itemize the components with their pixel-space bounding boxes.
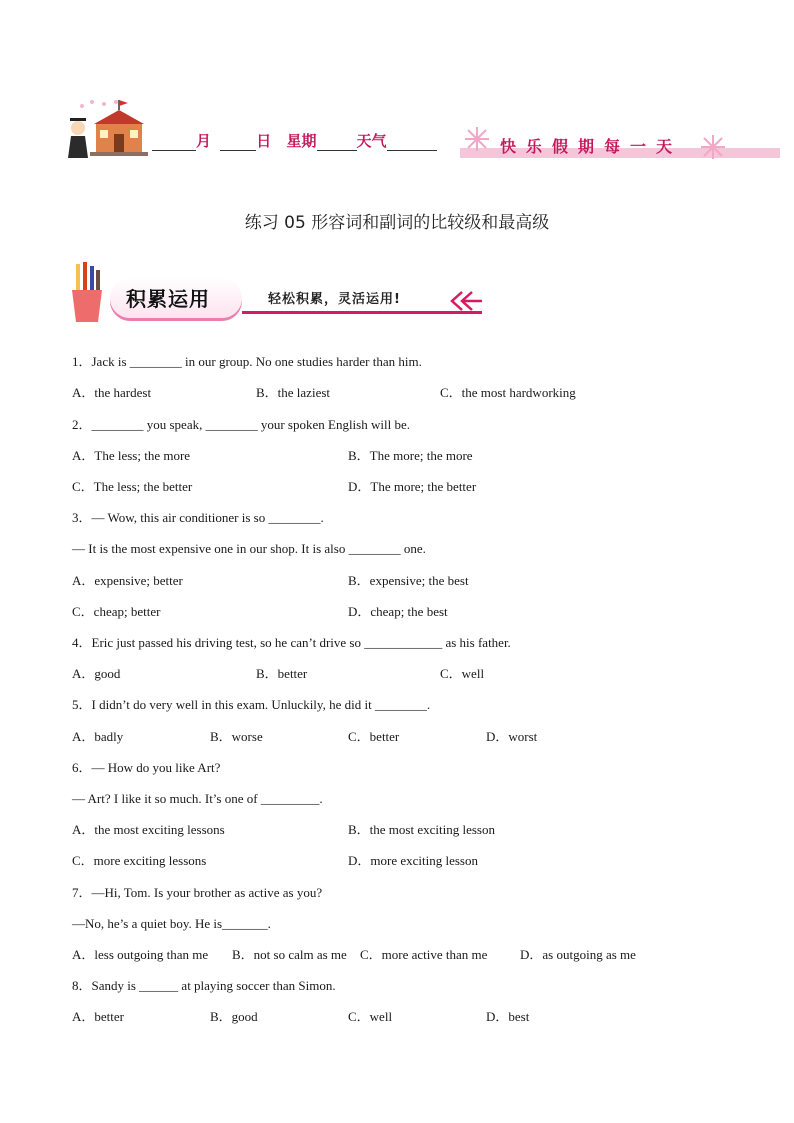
q3-option-c: C．cheap; better [72,604,161,619]
page-title: 练习 05 形容词和副词的比较级和最高级 [244,213,550,233]
q2-option-d: D．The more; the better [348,479,477,494]
question-1: 1．Jack is ________ in our group. No one studies harder than him. [72,354,422,369]
q6-option-a: A．the most exciting lessons [72,822,225,837]
question-4: 4．Eric just passed his driving test, so he can’t drive so ____________ as his father. [72,635,511,650]
double-arrow-icon [448,290,484,317]
q5-option-c: C．better [348,729,400,744]
q8-option-c: C．well [348,1009,393,1024]
snowflake-icon [700,134,726,165]
q7-option-a: A．less outgoing than me [72,947,209,962]
q1-option-b: B．the laziest [256,385,331,400]
q1-option-c: C．the most hardworking [440,385,576,400]
weather-blank[interactable] [387,134,437,151]
question-7-response: —No, he’s a quiet boy. He is_______. [72,916,271,931]
section-underline [242,311,482,314]
section-subtitle: 轻松积累，灵活运用! [268,292,401,307]
q2-option-a: A．The less; the more [72,448,191,463]
q4-option-b: B．better [256,666,308,681]
question-8: 8．Sandy is ______ at playing soccer than Simon. [72,978,336,993]
q2-option-c: C．The less; the better [72,479,193,494]
weather-label: 天气 [356,132,387,150]
q5-option-a: A．badly [72,729,124,744]
question-5: 5．I didn’t do very well in this exam. Unluckily, he did it ________. [72,697,431,712]
q3-option-d: D．cheap; the best [348,604,448,619]
date-line [152,130,437,151]
weekday-blank[interactable] [317,134,357,151]
pencil-cup-icon [70,262,104,329]
question-3: 3．— Wow, this air conditioner is so ________. [72,510,324,525]
section-title: 积累运用 [126,287,210,311]
q6-option-b: B．the most exciting lesson [348,822,495,837]
q3-option-b: B．expensive; the best [348,573,469,588]
q8-option-d: D．best [486,1009,530,1024]
question-3-response: — It is the most expensive one in our shop. It is also ________ one. [72,541,426,556]
day-label: 日 [256,132,272,150]
q5-option-d: D．worst [486,729,538,744]
graduate-school-icon [66,98,156,162]
q4-option-c: C．well [440,666,485,681]
question-2: 2．________ you speak, ________ your spoken English will be. [72,417,410,432]
question-6: 6．— How do you like Art? [72,760,221,775]
slogan: 快乐假期每一天 [500,137,683,156]
day-blank[interactable] [220,134,256,151]
q8-option-a: A．better [72,1009,124,1024]
question-6-response: — Art? I like it so much. It’s one of _________. [72,791,323,806]
q2-option-b: B．The more; the more [348,448,473,463]
q7-option-d: D．as outgoing as me [520,947,636,962]
q8-option-b: B．good [210,1009,258,1024]
q5-option-b: B．worse [210,729,263,744]
q3-option-a: A．expensive; better [72,573,183,588]
q6-option-d: D．more exciting lesson [348,853,478,868]
snowflake-icon [464,126,490,157]
q4-option-a: A．good [72,666,121,681]
header-illustration [66,98,156,162]
q1-option-a: A．the hardest [72,385,152,400]
month-label: 月 [196,132,212,150]
question-7: 7．—Hi, Tom. Is your brother as active as you? [72,885,323,900]
q7-option-b: B．not so calm as me [232,947,347,962]
weekday-label: 星期 [286,132,317,150]
month-blank[interactable] [152,134,196,151]
q6-option-c: C．more exciting lessons [72,853,207,868]
q7-option-c: C．more active than me [360,947,488,962]
